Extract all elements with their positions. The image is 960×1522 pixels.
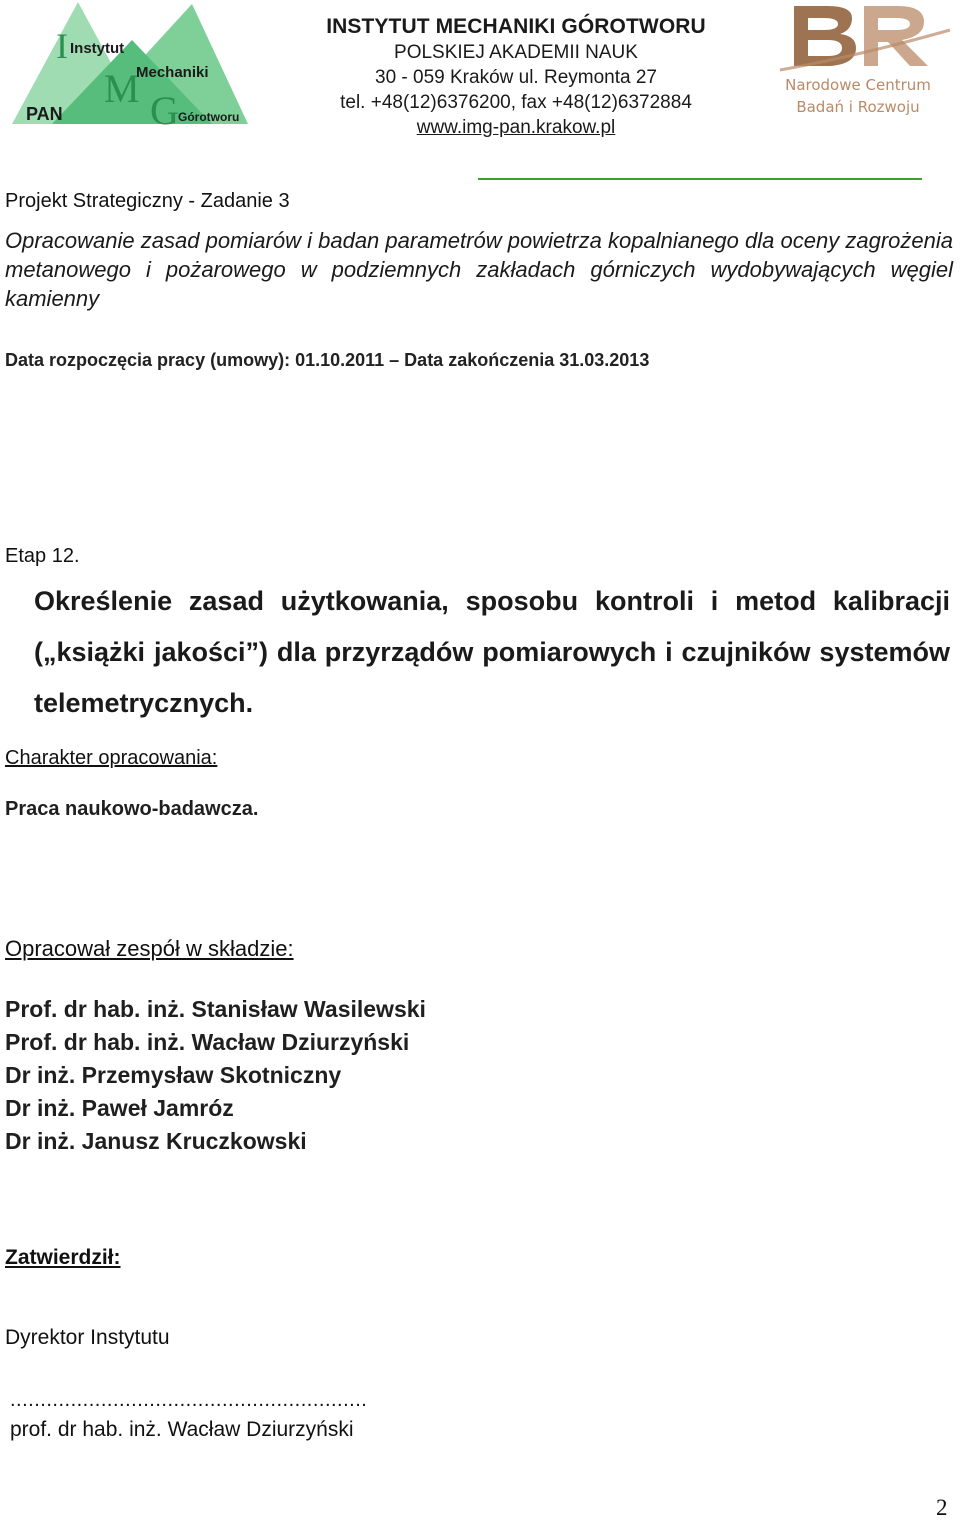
header-divider bbox=[478, 178, 922, 180]
svg-text:I: I bbox=[56, 26, 68, 66]
project-title: Opracowanie zasad pomiarów i badan parametrów powietrza kopalnianego dla oceny zagrożenia metanowego i pożarowego w podziemnych zakładach górniczych wydobywających węgiel kamienny bbox=[5, 228, 953, 311]
team-member: Dr inż. Paweł Jamróz bbox=[5, 1095, 234, 1121]
institute-website-link[interactable]: www.img-pan.krakow.pl bbox=[416, 117, 616, 138]
svg-text:M: M bbox=[104, 66, 140, 111]
character-heading: Charakter opracowania: bbox=[5, 747, 218, 769]
institute-name: INSTYTUT MECHANIKI GÓROTWORU bbox=[326, 15, 706, 38]
approval-name: prof. dr hab. inż. Wacław Dziurzyński bbox=[10, 1418, 354, 1441]
team-member: Prof. dr hab. inż. Stanisław Wasilewski bbox=[5, 996, 426, 1022]
logo-word-instytut: Instytut bbox=[70, 40, 125, 57]
approval-role: Dyrektor Instytutu bbox=[5, 1326, 170, 1349]
character-value: Praca naukowo-badawcza. bbox=[5, 798, 259, 820]
team-member: Prof. dr hab. inż. Wacław Dziurzyński bbox=[5, 1029, 410, 1055]
ncbr-name-line2: Badań i Rozwoju bbox=[796, 98, 920, 116]
ncbr-logo bbox=[760, 0, 956, 130]
project-label: Projekt Strategiczny - Zadanie 3 bbox=[5, 190, 290, 212]
institute-contact-block bbox=[290, 14, 742, 140]
institute-academy: POLSKIEJ AKADEMII NAUK bbox=[394, 42, 638, 63]
logo-word-pan: PAN bbox=[26, 104, 63, 124]
ncbr-logo-icon bbox=[760, 0, 956, 76]
stage-label: Etap 12. bbox=[5, 545, 80, 567]
project-dates: Data rozpoczęcia pracy (umowy): 01.10.2011 – Data zakończenia 31.03.2013 bbox=[5, 350, 650, 370]
page-number: 2 bbox=[936, 1495, 948, 1520]
logo-word-gorotworu: Górotworu bbox=[178, 110, 240, 124]
logo-word-mechaniki: Mechaniki bbox=[136, 64, 209, 81]
stage-title: Określenie zasad użytkowania, sposobu kontroli i metod kalibracji („książki jakości”) dla przyrządów pomiarowych i czujników systemów telemetrycznych. bbox=[34, 586, 950, 718]
team-member: Dr inż. Przemysław Skotniczny bbox=[5, 1062, 342, 1088]
institute-address: 30 - 059 Kraków ul. Reymonta 27 bbox=[375, 67, 657, 88]
ncbr-name-line1: Narodowe Centrum bbox=[785, 76, 931, 94]
team-heading: Opracował zespół w składzie: bbox=[5, 936, 294, 961]
img-pan-logo bbox=[12, 0, 252, 128]
approval-heading: Zatwierdził: bbox=[5, 1246, 121, 1269]
svg-text:G: G bbox=[150, 88, 179, 128]
signature-line: ........................................................... bbox=[10, 1389, 368, 1411]
team-member-list bbox=[5, 993, 426, 1158]
institute-phone: tel. +48(12)6376200, fax +48(12)6372884 bbox=[340, 92, 692, 113]
team-member: Dr inż. Janusz Kruczkowski bbox=[5, 1128, 307, 1154]
